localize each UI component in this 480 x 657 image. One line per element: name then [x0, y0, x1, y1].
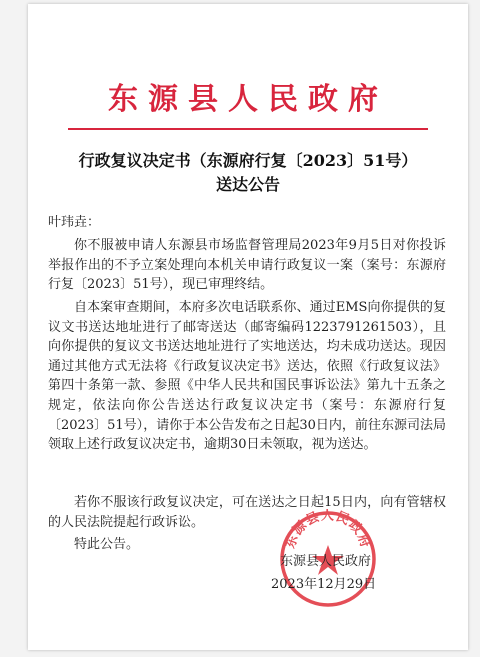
body-paragraph-3: 若你不服该行政复议决定，可在送达之日起15日内，向有管辖权的人民法院提起行政诉讼。: [48, 495, 446, 530]
signature-organization: 东源县人民政府: [280, 554, 372, 569]
seal-text: 东源县人民政府: [283, 509, 373, 551]
red-divider-line: [68, 128, 428, 130]
signature-date: 2023年12月29日: [271, 577, 377, 592]
body-paragraph-2: 自本案审查期间，本府多次电话联系你、通过EMS向你提供的复议文书送达地址进行了邮寄送达（邮寄编码1223791261503），且向你提供的复议文书送达地址进行了实地送达，均未成功送达。现因通过其他方式无法将《行政复议决定书》送达，依照《行政复议法》第四十条第一款、参照《中华人民共和国民事诉讼法》第九十五条之规定，依法向你公告送达行政复议决定书（案号：东源府行复〔2023〕51号），请你于本公告发布之日起30日内，前往东源司法局领取上述行政复议决定书，逾期30日未领取，视为送达。: [48, 300, 446, 453]
agency-header: 东源县人民政府: [108, 82, 388, 117]
body-paragraph-1: 你不服被申请人东源县市场监督管理局2023年9月5日对你投诉举报作出的不予立案处理向本机关申请行政复议一案（案号：东源府行复〔2023〕51号），现已审理终结。: [48, 238, 446, 293]
document-subtitle: 送达公告: [215, 175, 280, 194]
document-title: 行政复议决定书（东源府行复〔2023〕51号）: [78, 151, 418, 170]
addressee: 叶玮垚：: [48, 215, 101, 230]
document-page: [28, 4, 468, 650]
body-paragraph-4: 特此公告。: [74, 537, 140, 552]
svg-text:东源县人民政府: [282, 509, 374, 550]
